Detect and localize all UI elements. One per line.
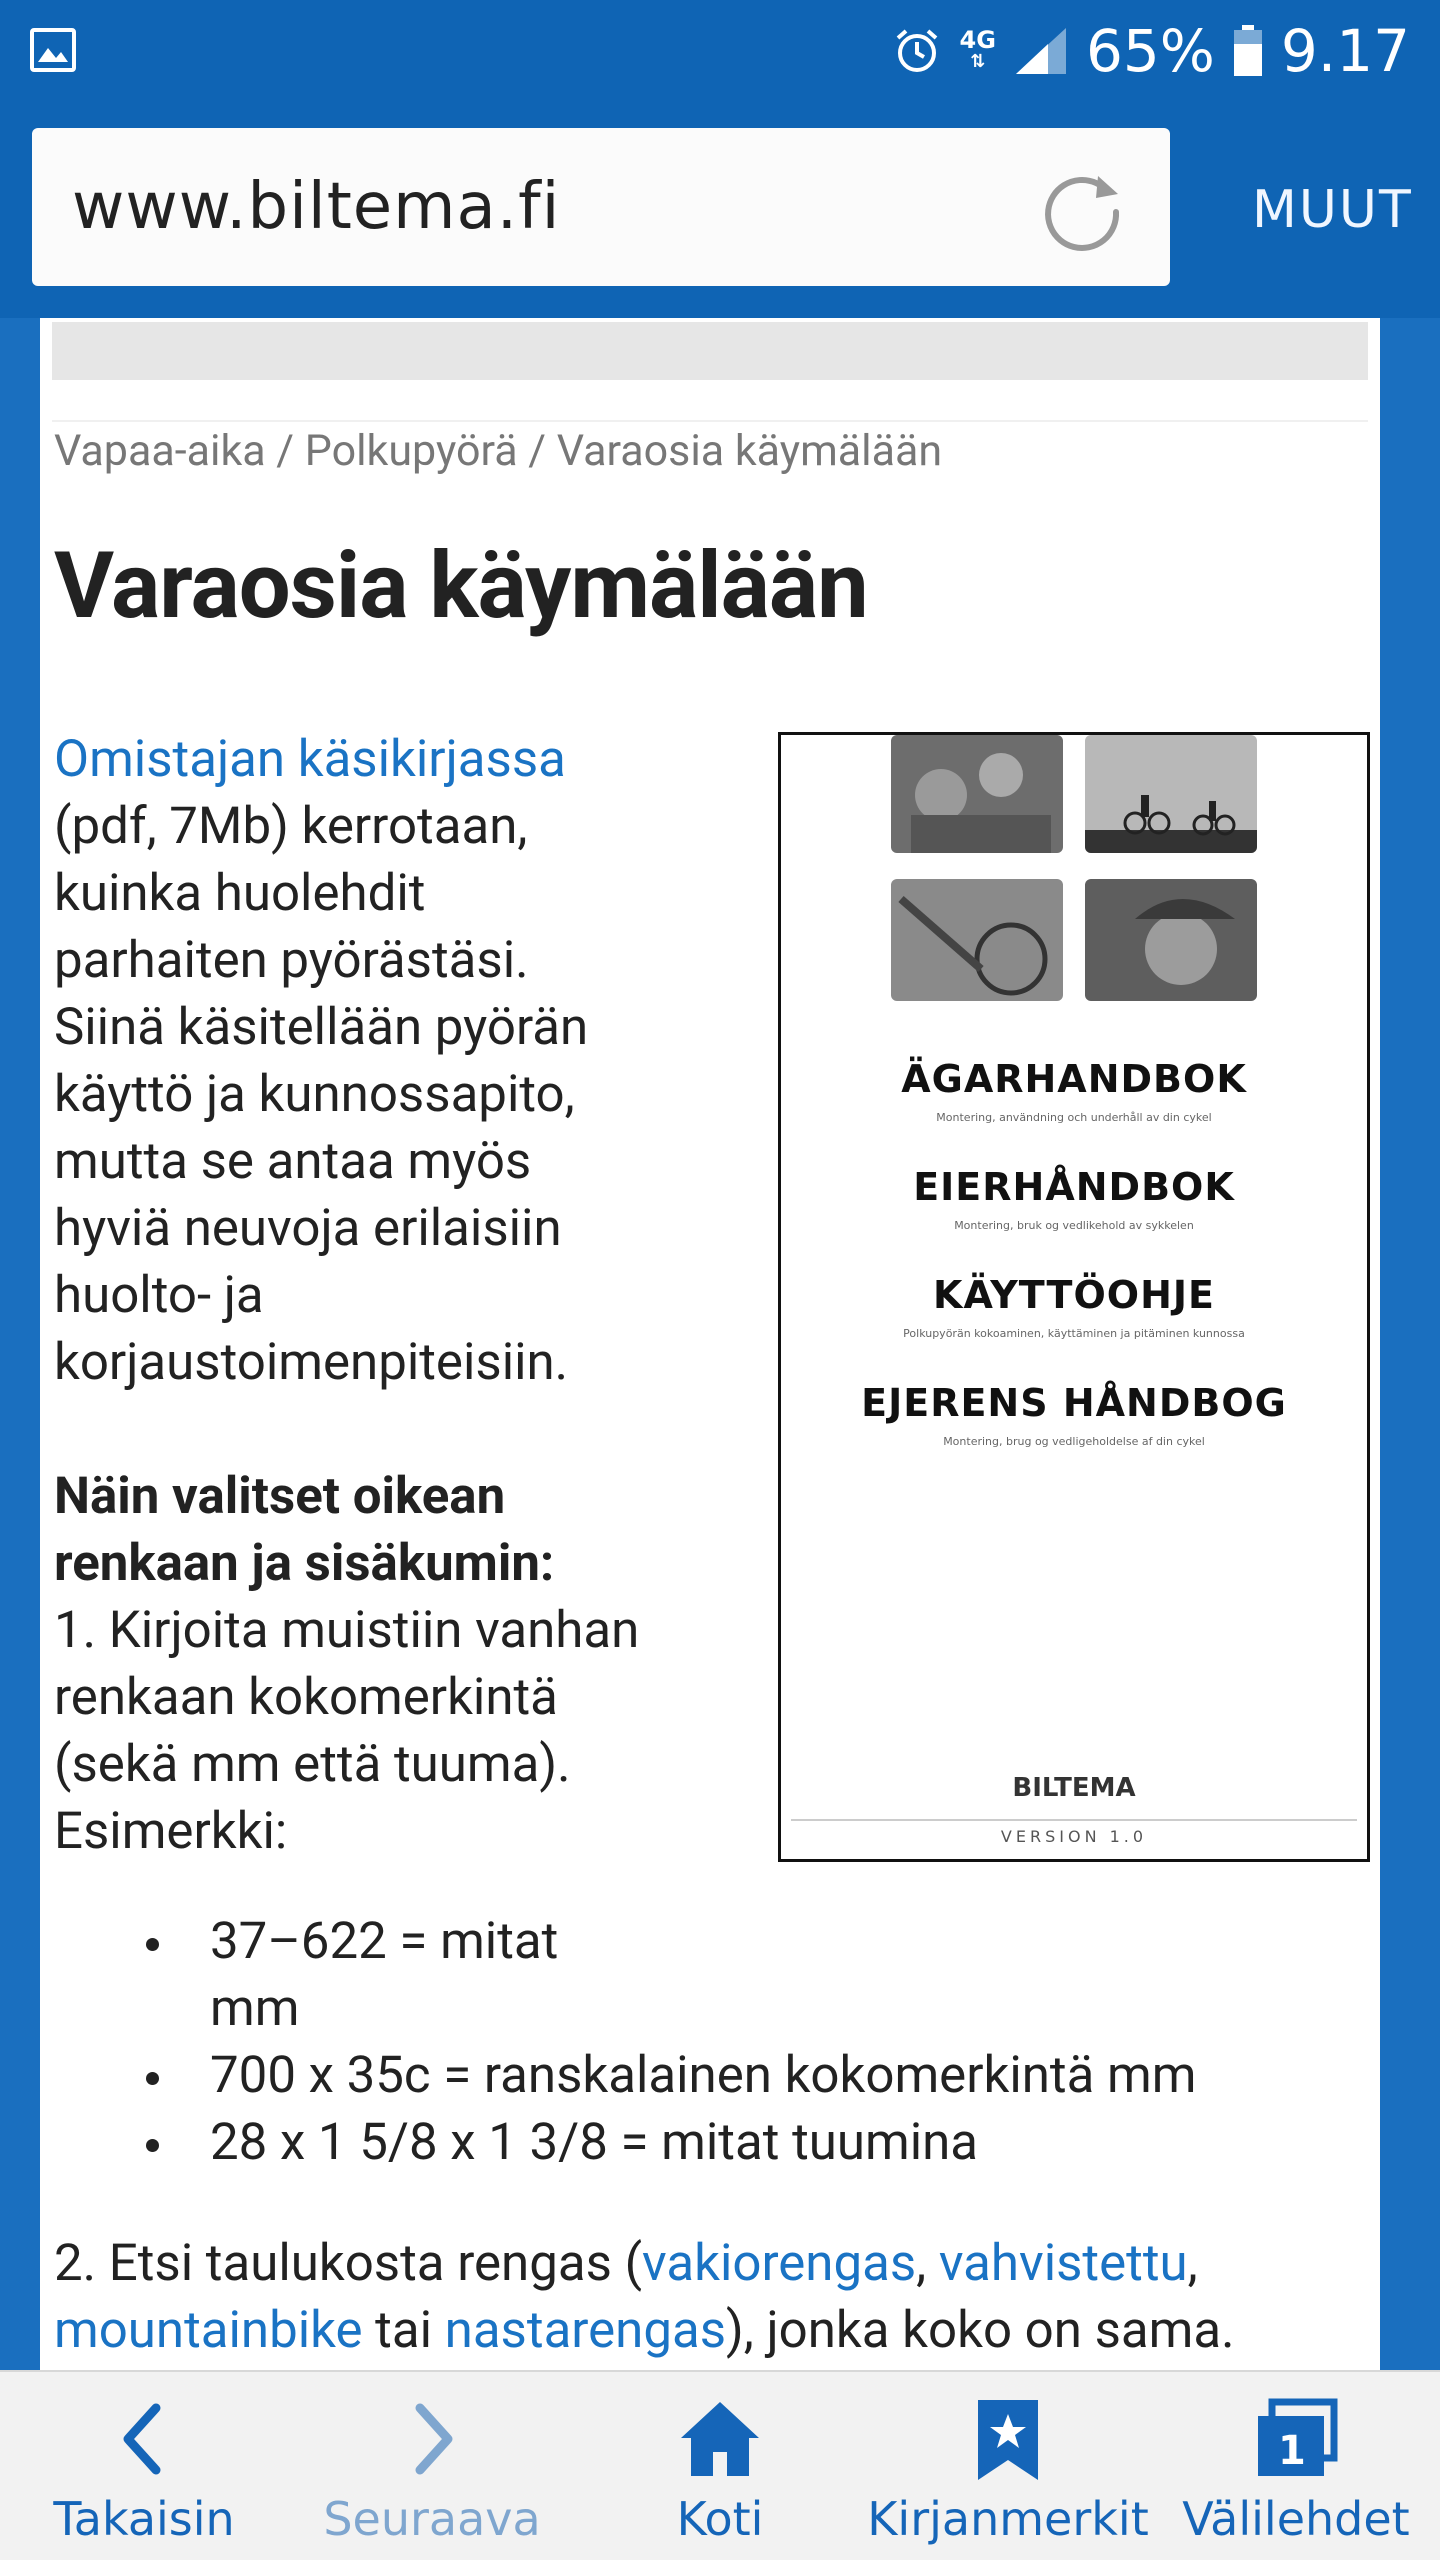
cover-title: EJERENS HÅNDBOG: [861, 1381, 1287, 1425]
step2-text: [54, 2230, 1374, 2364]
cover-photo: [1085, 735, 1257, 853]
tire-selection-heading: renkaan ja sisäkumin:: [54, 1534, 555, 1593]
owners-manual-cover-image[interactable]: [778, 732, 1370, 1862]
owners-manual-link[interactable]: Omistajan käsikirjassa: [54, 730, 566, 789]
cover-brand-logo: BILTEMA: [1012, 1773, 1136, 1803]
step1-line: 1. Kirjoita muistiin vanhan: [54, 1601, 640, 1660]
forward-icon: [392, 2394, 472, 2484]
cover-divider: [791, 1819, 1357, 1821]
bookmark-icon: [968, 2394, 1048, 2484]
alarm-icon: [892, 26, 942, 76]
list-item: 37–622 = mitat mm: [54, 1908, 594, 2042]
standard-tire-link[interactable]: vakiorengas: [642, 2234, 917, 2293]
step1-line: (sekä mm että tuuma).: [54, 1735, 571, 1794]
intro-line: Siinä käsitellään pyörän: [54, 998, 589, 1057]
reinforced-tire-link[interactable]: vahvistettu: [938, 2234, 1188, 2293]
cover-subtitle: Montering, användning och underhåll av din cykel: [936, 1111, 1212, 1124]
intro-line: kuinka huolehdit: [54, 864, 426, 923]
mountainbike-tire-link[interactable]: mountainbike: [54, 2301, 363, 2360]
step1-line: Esimerkki:: [54, 1802, 288, 1861]
home-label: Koti: [676, 2492, 764, 2546]
tire-selection-heading: Näin valitset oikean: [54, 1467, 506, 1526]
reload-icon[interactable]: [1038, 164, 1128, 254]
gallery-notification-icon: [30, 28, 76, 72]
divider: [52, 420, 1368, 422]
signal-icon: [1014, 26, 1068, 76]
intro-line: huolto- ja: [54, 1266, 264, 1325]
cover-photo: [891, 735, 1063, 853]
tire-size-examples: [54, 1908, 1354, 2176]
step2-connector: tai: [362, 2301, 445, 2360]
forward-label: Seuraava: [323, 2492, 541, 2546]
list-item: 700 x 35c = ranskalainen kokomerkintä mm: [54, 2042, 1354, 2109]
tabs-label: Välilehdet: [1182, 2492, 1410, 2546]
intro-text: [54, 726, 774, 1865]
status-bar: [0, 0, 1440, 100]
cover-title: EIERHÅNDBOK: [913, 1165, 1235, 1209]
tabs-button[interactable]: [1152, 2372, 1440, 2560]
cover-subtitle: Montering, bruk og vedlikehold av sykkelen: [954, 1219, 1194, 1232]
home-button[interactable]: [576, 2372, 864, 2560]
intro-line: korjaustoimenpiteisiin.: [54, 1333, 569, 1392]
studded-tire-link[interactable]: nastarengas: [444, 2301, 727, 2360]
intro-line: mutta se antaa myös: [54, 1132, 532, 1191]
web-page: [40, 318, 1380, 2370]
url-text[interactable]: www.biltema.fi: [72, 170, 561, 244]
network-type: 4G ⇅: [959, 26, 996, 72]
step2-separator: ,: [916, 2234, 939, 2293]
forward-button[interactable]: [288, 2372, 576, 2560]
list-item: 28 x 1 5/8 x 1 3/8 = mitat tuumina: [54, 2109, 1354, 2176]
intro-line: hyviä neuvoja erilaisiin: [54, 1199, 562, 1258]
step2-separator: ,: [1187, 2234, 1198, 2293]
cover-photo: [1085, 879, 1257, 1001]
step1-line: renkaan kokomerkintä: [54, 1668, 558, 1727]
tab-count: 1: [1278, 2428, 1306, 2474]
back-button[interactable]: [0, 2372, 288, 2560]
more-menu-button[interactable]: MUUT: [1252, 180, 1413, 240]
bookmarks-button[interactable]: [864, 2372, 1152, 2560]
step2-prefix: 2. Etsi taulukosta rengas (: [54, 2234, 643, 2293]
back-icon: [104, 2394, 184, 2484]
clock: 9.17: [1280, 17, 1410, 85]
address-bar[interactable]: [32, 128, 1170, 286]
back-label: Takaisin: [53, 2492, 235, 2546]
bottom-navigation: [0, 2370, 1440, 2560]
intro-line: parhaiten pyörästäsi.: [54, 931, 529, 990]
status-indicators: [892, 16, 1410, 86]
intro-line: (pdf, 7Mb) kerrotaan,: [54, 797, 528, 856]
step2-suffix: ), jonka koko on sama.: [726, 2301, 1235, 2360]
home-icon: [675, 2394, 765, 2484]
cover-title: KÄYTTÖOHJE: [933, 1273, 1215, 1317]
breadcrumb[interactable]: Vapaa-aika / Polkupyörä / Varaosia käymälään: [54, 426, 943, 476]
page-title: Varaosia käymälään: [54, 533, 868, 640]
cover-version: VERSION 1.0: [1000, 1827, 1148, 1846]
battery-icon: [1233, 25, 1263, 77]
battery-percent: 65%: [1085, 17, 1215, 85]
cover-title: ÄGARHANDBOK: [901, 1057, 1247, 1101]
cover-subtitle: Montering, brug og vedligeholdelse af din cykel: [943, 1435, 1205, 1448]
cover-subtitle: Polkupyörän kokoaminen, käyttäminen ja pitäminen kunnossa: [903, 1327, 1245, 1340]
intro-line: käyttö ja kunnossapito,: [54, 1065, 575, 1124]
bookmarks-label: Kirjanmerkit: [867, 2492, 1149, 2546]
cover-photo: [891, 879, 1063, 1001]
browser-toolbar: [0, 100, 1440, 318]
header-strip: [52, 322, 1368, 380]
